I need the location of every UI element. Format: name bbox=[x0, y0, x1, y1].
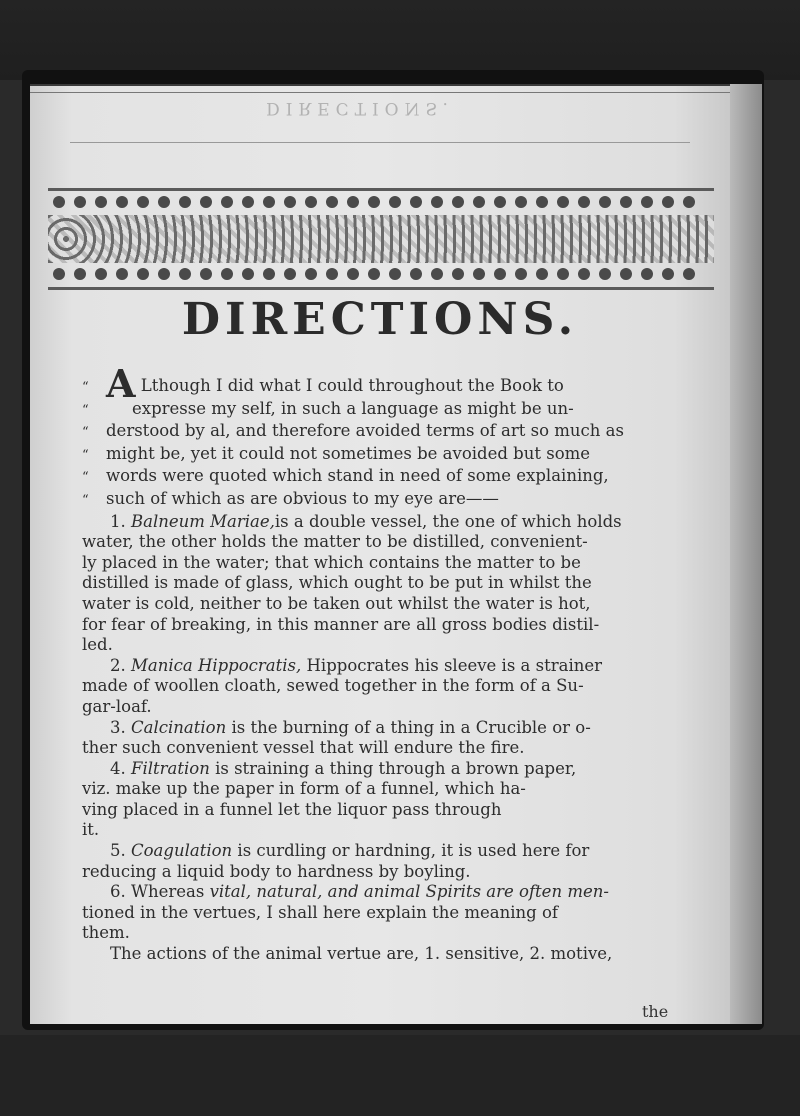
page-gutter bbox=[728, 84, 762, 1024]
entry-line: ther such convenient vessel that will endure the fire. bbox=[82, 738, 525, 758]
drop-cap: A bbox=[106, 361, 136, 406]
entry-line: for fear of breaking, in this manner are all gross bodies distil- bbox=[82, 614, 600, 634]
entry-term: Balneum Mariae, bbox=[131, 511, 275, 531]
entry-line: viz. make up the paper in form of a funnel, which ha- bbox=[82, 779, 526, 799]
entry-6: 6. Whereas vital, natural, and animal Spirits are often men- bbox=[110, 882, 609, 902]
closing-line: The actions of the animal vertue are, 1. sensitive, 2. motive, bbox=[110, 944, 613, 964]
entry-line: it. bbox=[82, 820, 100, 840]
show-through-rule bbox=[70, 142, 690, 143]
catchword: the bbox=[642, 1002, 669, 1021]
entry-line: reducing a liquid body to hardness by boyling. bbox=[82, 861, 471, 881]
book-page bbox=[30, 84, 730, 1024]
entry-line: water, the other holds the matter to be distilled, convenient- bbox=[82, 532, 588, 552]
entry-line: gar-loaf. bbox=[82, 696, 152, 716]
entry-line: ly placed in the water; that which contains the matter to be bbox=[82, 552, 581, 572]
top-rule-thin bbox=[30, 92, 730, 93]
entry-3: 3. Calcination is the burning of a thing in a Crucible or o- bbox=[110, 717, 591, 737]
headpiece-pattern bbox=[48, 215, 714, 263]
intro-line: “ words were quoted which stand in need of some explaining, bbox=[82, 466, 609, 486]
entry-1: 1. Balneum Mariae,is a double vessel, the one of which holds bbox=[110, 511, 622, 531]
entry-term: Manica Hippocratis, bbox=[131, 655, 302, 675]
page-heading: DIRECTIONS. bbox=[181, 294, 579, 345]
entry-4: 4. Filtration is straining a thing through a brown paper, bbox=[110, 758, 577, 778]
intro-line: “ might be, yet it could not sometimes be avoided but some bbox=[82, 443, 591, 463]
intro-line: “ expresse my self, in such a language as might be un- bbox=[82, 398, 574, 418]
body-text bbox=[82, 361, 692, 965]
entry-line: them. bbox=[82, 923, 130, 943]
headpiece-top-row bbox=[48, 193, 714, 211]
intro-line: “ A Lthough I did what I could throughout the Book to bbox=[82, 361, 564, 406]
entry-5: 5. Coagulation is curdling or hardning, it is used here for bbox=[110, 841, 590, 861]
entry-line: led. bbox=[82, 635, 113, 655]
entry-term: Filtration bbox=[131, 758, 210, 778]
entry-line: water is cold, neither to be taken out whilst the water is hot, bbox=[82, 593, 591, 613]
photo-background-bottom bbox=[0, 1035, 800, 1116]
entry-line: tioned in the vertues, I shall here explain the meaning of bbox=[82, 902, 558, 922]
top-rule bbox=[30, 84, 730, 86]
bleed-through-running-head: DIRECTIONS. bbox=[266, 98, 454, 118]
photo-background-top bbox=[0, 0, 800, 80]
decorative-headpiece bbox=[48, 188, 714, 290]
entry-term: Whereas bbox=[131, 882, 205, 902]
entry-term: Coagulation bbox=[131, 841, 233, 861]
headpiece-bottom-row bbox=[48, 265, 714, 283]
entry-line: made of woollen cloath, sewed together in the form of a Su- bbox=[82, 676, 584, 696]
entry-term: Calcination bbox=[131, 717, 227, 737]
entry-line: distilled is made of glass, which ought to be put in whilst the bbox=[82, 573, 592, 593]
entry-line: ving placed in a funnel let the liquor pass through bbox=[82, 799, 502, 819]
intro-line: “ such of which as are obvious to my eye are—— bbox=[82, 488, 499, 508]
intro-line: “ derstood by al, and therefore avoided terms of art so much as bbox=[82, 421, 624, 441]
entry-2: 2. Manica Hippocratis, Hippocrates his sleeve is a strainer bbox=[110, 655, 603, 675]
